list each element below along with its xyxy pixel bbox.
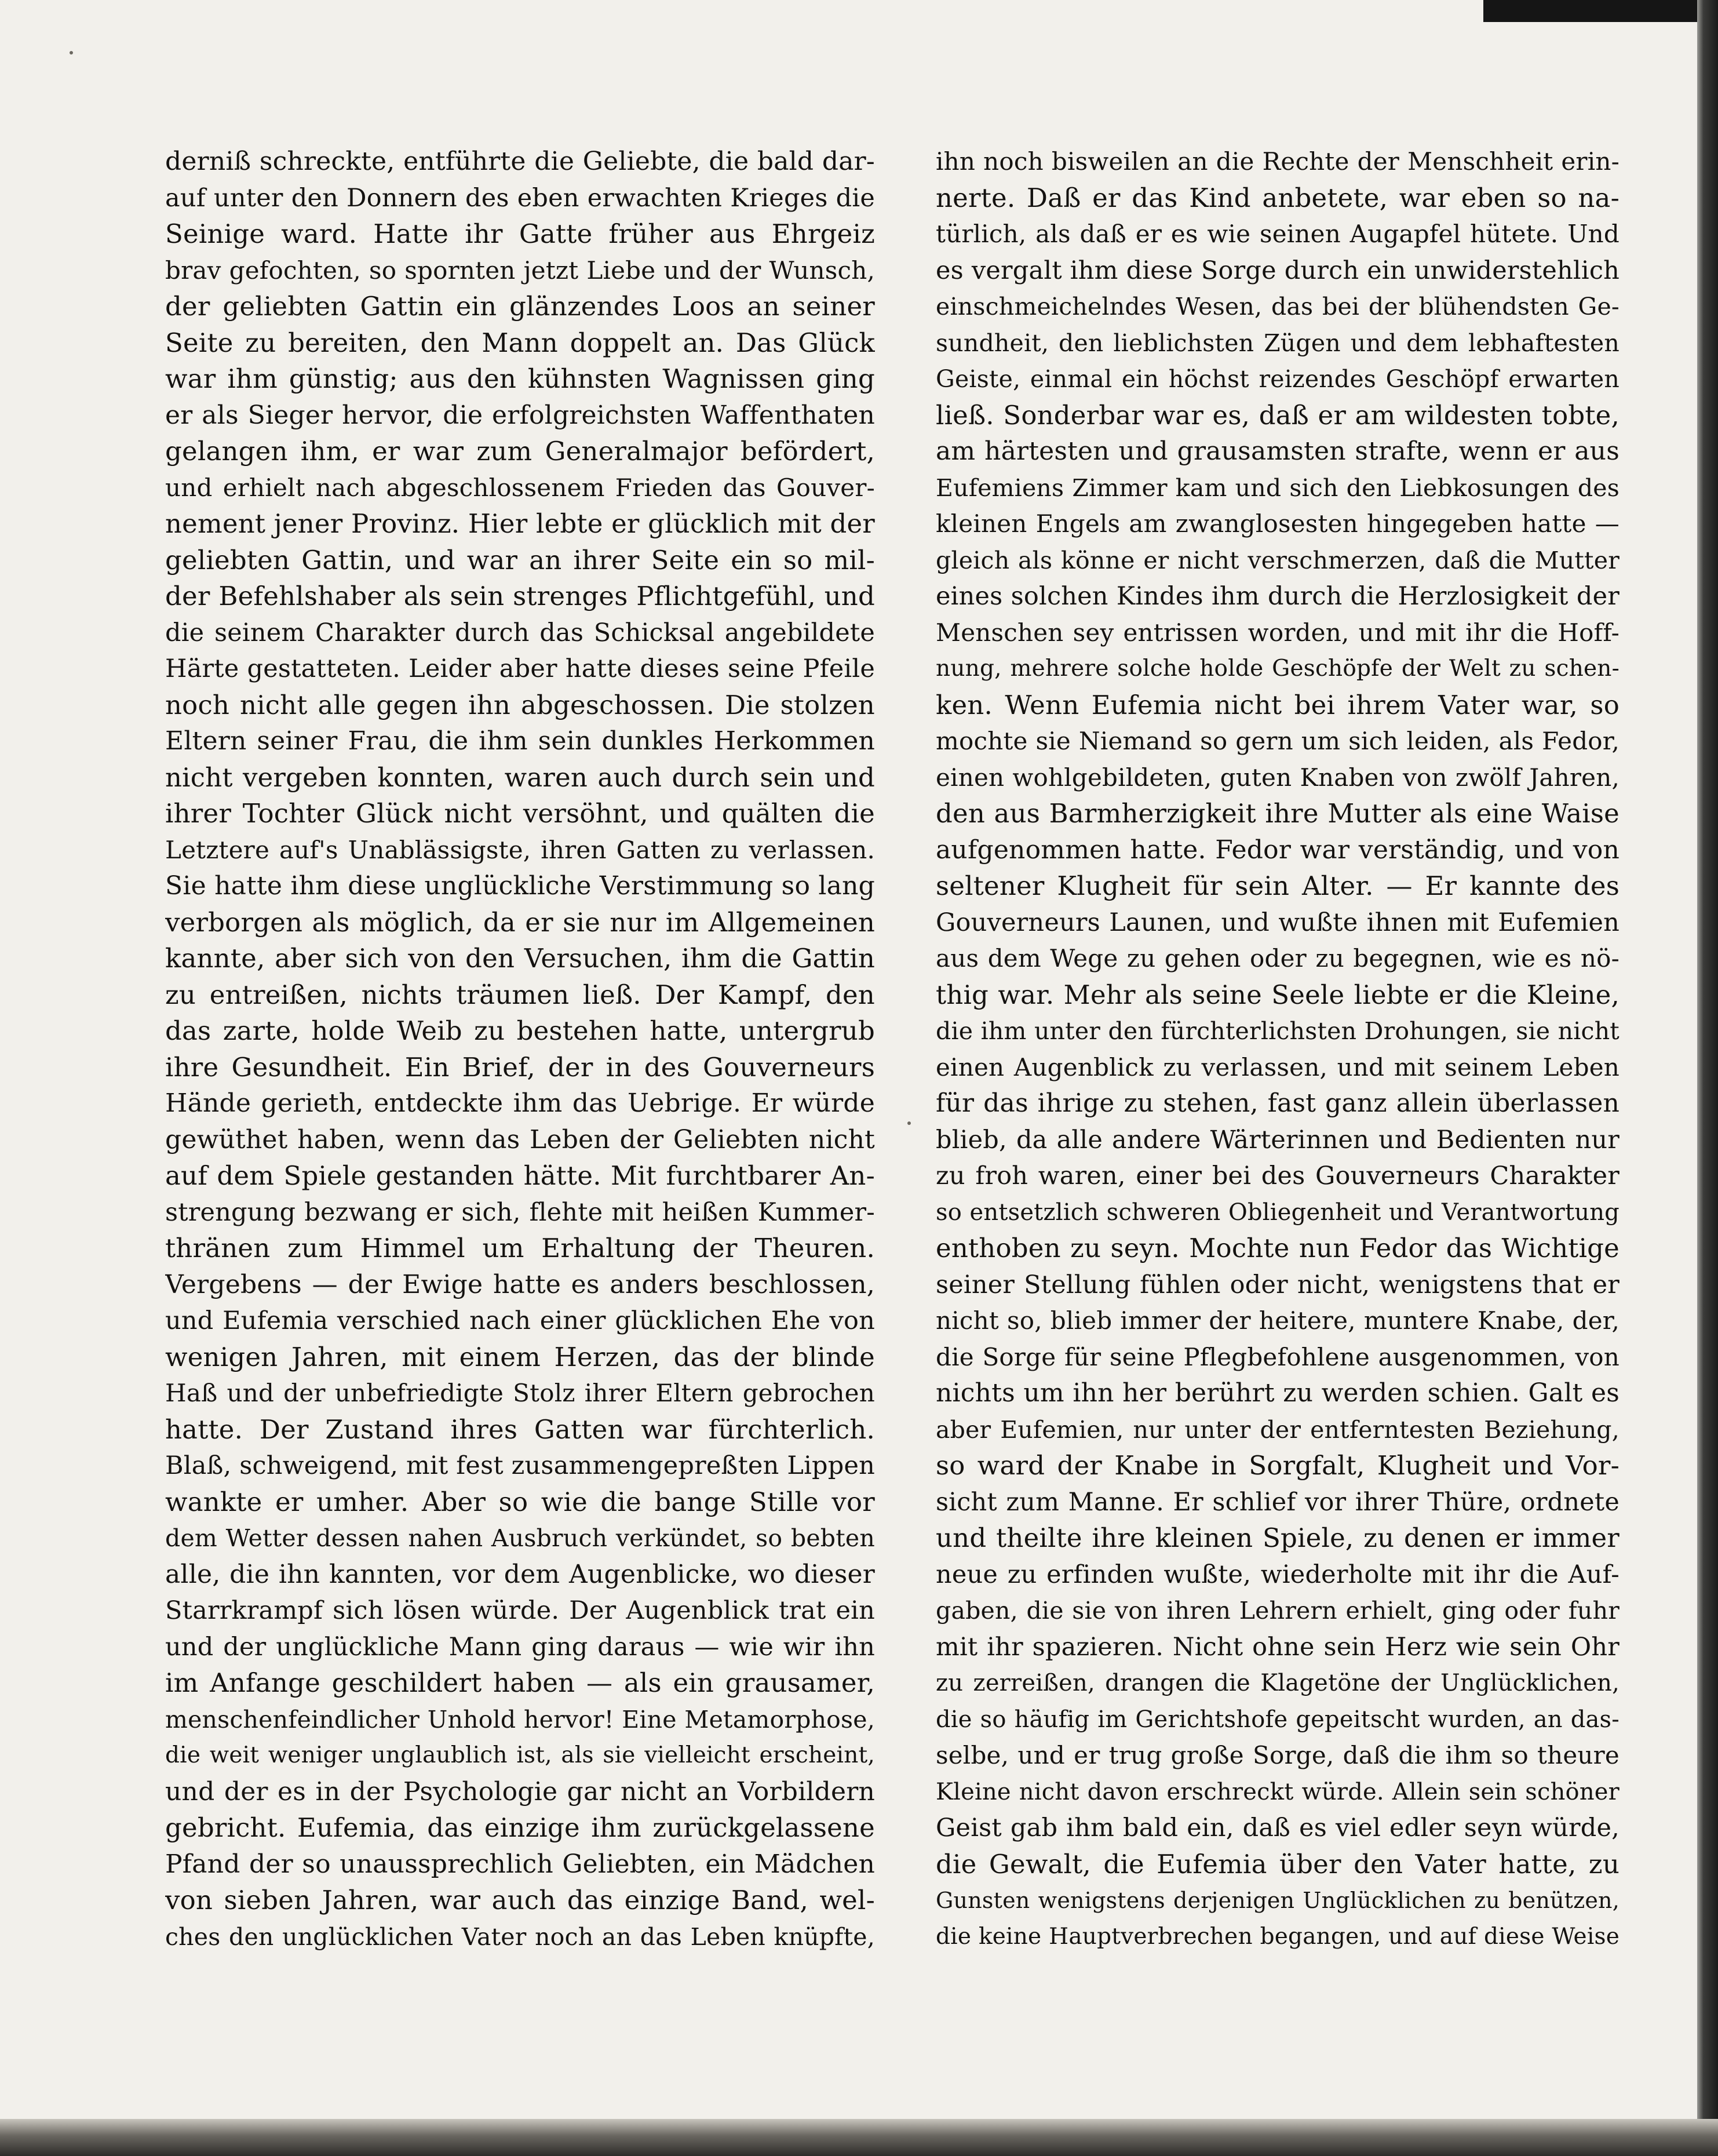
- text-line: Haß und der unbefriedigte Stolz ihrer Eltern gebrochen: [165, 1379, 875, 1407]
- text-line: seltener Klugheit für sein Alter. — Er kannte des: [936, 871, 1619, 901]
- text-line: die seinem Charakter durch das Schicksal angebildete: [165, 618, 875, 647]
- text-line: ihn noch bisweilen an die Rechte der Menschheit erin-: [936, 147, 1619, 176]
- text-line: thig war. Mehr als seine Seele liebte er die Kleine,: [936, 979, 1619, 1010]
- text-line: aufgenommen hatte. Fedor war verständig, und von: [936, 835, 1619, 865]
- text-line: Letztere auf's Unablässigste, ihren Gatten zu verlassen.: [165, 835, 875, 864]
- text-line: war ihm günstig; aus den kühnsten Wagnissen ging: [165, 363, 875, 394]
- text-line: kannte, aber sich von den Versuchen, ihm die Gattin: [165, 943, 875, 974]
- text-line: Pfand der so unaussprechlich Geliebten, ein Mädchen: [165, 1849, 875, 1879]
- page-speck: [70, 51, 73, 54]
- text-line: dem Wetter dessen nahen Ausbruch verkündet, so bebten: [165, 1524, 875, 1552]
- text-line: blieb, da alle andere Wärterinnen und Bedienten nur: [936, 1125, 1619, 1155]
- text-line: wankte er umher. Aber so wie die bange Stille vor: [165, 1486, 875, 1517]
- text-line: gebricht. Eufemia, das einzige ihm zurückgelassene: [165, 1812, 875, 1843]
- text-line: auf unter den Donnern des eben erwachten Krieges die: [165, 183, 875, 213]
- text-line: sicht zum Manne. Er schlief vor ihrer Thüre, ordnete: [936, 1487, 1619, 1517]
- text-line: kleinen Engels am zwanglosesten hingegeben hatte —: [936, 509, 1619, 538]
- text-line: auf dem Spiele gestanden hätte. Mit furchtbarer An-: [165, 1160, 875, 1191]
- text-line: ken. Wenn Eufemia nicht bei ihrem Vater war, so: [936, 689, 1619, 720]
- text-line: verborgen als möglich, da er sie nur im Allgemeinen: [165, 906, 875, 938]
- text-line: nement jener Provinz. Hier lebte er glücklich mit der: [165, 508, 875, 539]
- text-line: gleich als könne er nicht verschmerzen, daß die Mutter: [936, 546, 1619, 574]
- text-line: Kleine nicht davon erschreckt würde. Allein sein schöner: [936, 1778, 1619, 1805]
- text-line: das zarte, holde Weib zu bestehen hatte, untergrub: [165, 1015, 875, 1046]
- text-line: aber Eufemien, nur unter der entferntesten Beziehung,: [936, 1415, 1619, 1444]
- text-line: für das ihrige zu stehen, fast ganz allein überlassen: [936, 1088, 1619, 1118]
- text-line: thränen zum Himmel um Erhaltung der Theuren.: [165, 1233, 875, 1263]
- text-line: er als Sieger hervor, die erfolgreichsten Waffenthaten: [165, 400, 875, 430]
- text-line: einen wohlgebildeten, guten Knaben von zwölf Jahren,: [936, 763, 1619, 792]
- left-text-column: [165, 144, 875, 1998]
- text-line: enthoben zu seyn. Mochte nun Fedor das Wichtige: [936, 1233, 1619, 1263]
- text-line: von sieben Jahren, war auch das einzige Band, wel-: [165, 1885, 875, 1915]
- text-line: und der unglückliche Mann ging daraus — wie wir ihn: [165, 1632, 875, 1662]
- text-line: Vergebens — der Ewige hatte es anders beschlossen,: [165, 1269, 875, 1299]
- text-line: derniß schreckte, entführte die Geliebte, die bald dar-: [165, 147, 875, 176]
- text-line: und theilte ihre kleinen Spiele, zu denen er immer: [936, 1523, 1619, 1553]
- text-line: Hände gerieth, entdeckte ihm das Uebrige. Er würde: [165, 1088, 875, 1118]
- text-line: einen Augenblick zu verlassen, und mit seinem Leben: [936, 1052, 1619, 1081]
- text-line: hatte. Der Zustand ihres Gatten war fürchterlich.: [165, 1414, 875, 1445]
- text-line: aus dem Wege zu gehen oder zu begegnen, wie es nö-: [936, 944, 1619, 973]
- text-line: die keine Hauptverbrechen begangen, und auf diese Weise: [936, 1923, 1619, 1950]
- page-speck: [907, 1121, 911, 1125]
- text-line: die Sorge für seine Pflegbefohlene ausgenommen, von: [936, 1342, 1619, 1371]
- text-line: der Befehlshaber als sein strenges Pflichtgefühl, und: [165, 581, 875, 611]
- text-line: Seite zu bereiten, den Mann doppelt an. Das Glück: [165, 327, 875, 358]
- text-line: die weit weniger unglaublich ist, als sie vielleicht erscheint,: [165, 1742, 875, 1768]
- text-line: und Eufemia verschied nach einer glücklichen Ehe von: [165, 1306, 875, 1335]
- text-line: eines solchen Kindes ihm durch die Herzlosigkeit der: [936, 582, 1619, 611]
- text-line: gewüthet haben, wenn das Leben der Geliebten nicht: [165, 1124, 875, 1155]
- scan-edge-right: [1697, 0, 1718, 2156]
- text-line: Geist gab ihm bald ein, daß es viel edler seyn würde,: [936, 1813, 1619, 1842]
- text-line: ließ. Sonderbar war es, daß er am wildesten tobte,: [936, 399, 1619, 431]
- text-line: selbe, und er trug große Sorge, daß die ihm so theure: [936, 1741, 1619, 1769]
- text-line: und der es in der Psychologie gar nicht an Vorbildern: [165, 1776, 875, 1807]
- text-line: die ihm unter den fürchterlichsten Drohungen, sie nicht: [936, 1017, 1619, 1045]
- text-line: brav gefochten, so spornten jetzt Liebe und der Wunsch,: [165, 256, 875, 285]
- text-line: Geiste, einmal ein höchst reizendes Geschöpf erwarten: [936, 365, 1619, 393]
- text-line: nicht vergeben konnten, waren auch durch sein und: [165, 762, 875, 793]
- text-line: noch nicht alle gegen ihn abgeschossen. Die stolzen: [165, 689, 875, 720]
- text-line: sundheit, den lieblichsten Zügen und dem lebhaftesten: [936, 329, 1619, 357]
- text-line: Sie hatte ihm diese unglückliche Verstimmung so lang: [165, 871, 875, 901]
- text-line: mit ihr spazieren. Nicht ohne sein Herz wie sein Ohr: [936, 1632, 1619, 1662]
- text-line: gelangen ihm, er war zum Generalmajor befördert,: [165, 436, 875, 467]
- text-line: geliebten Gattin, und war an ihrer Seite ein so mil-: [165, 544, 875, 576]
- scan-edge-top: [1483, 0, 1718, 22]
- text-line: und erhielt nach abgeschlossenem Frieden das Gouver-: [165, 473, 875, 502]
- text-line: zu entreißen, nichts träumen ließ. Der Kampf, den: [165, 979, 875, 1010]
- text-line: Gouverneurs Launen, und wußte ihnen mit Eufemien: [936, 908, 1619, 937]
- text-line: nicht so, blieb immer der heitere, muntere Knabe, der,: [936, 1306, 1619, 1335]
- text-line: ches den unglücklichen Vater noch an das Leben knüpfte,: [165, 1922, 875, 1951]
- text-line: nichts um ihn her berührt zu werden schien. Galt es: [936, 1378, 1619, 1408]
- text-line: zu zerreißen, drangen die Klagetöne der Unglücklichen,: [936, 1670, 1619, 1696]
- text-line: wenigen Jahren, mit einem Herzen, das der blinde: [165, 1341, 875, 1372]
- text-line: seiner Stellung fühlen oder nicht, wenigstens that er: [936, 1270, 1619, 1299]
- text-line: so entsetzlich schweren Obliegenheit und Verantwortung: [936, 1199, 1619, 1226]
- text-line: Eufemiens Zimmer kam und sich den Liebkosungen des: [936, 474, 1619, 502]
- text-line: den aus Barmherzigkeit ihre Mutter als eine Waise: [936, 798, 1619, 829]
- text-line: es vergalt ihm diese Sorge durch ein unwiderstehlich: [936, 256, 1619, 285]
- text-line: Härte gestatteten. Leider aber hatte dieses seine Pfeile: [165, 654, 875, 683]
- text-line: die so häufig im Gerichtshofe gepeitscht wurden, an das-: [936, 1706, 1619, 1733]
- text-line: neue zu erfinden wußte, wiederholte mit ihr die Auf-: [936, 1560, 1619, 1589]
- text-line: türlich, als daß er es wie seinen Augapfel hütete. Und: [936, 220, 1619, 248]
- text-line: im Anfange geschildert haben — als ein grausamer,: [165, 1667, 875, 1698]
- text-line: Menschen sey entrissen worden, und mit ihr die Hoff-: [936, 618, 1619, 647]
- text-line: mochte sie Niemand so gern um sich leiden, als Fedor,: [936, 727, 1619, 755]
- text-line: die Gewalt, die Eufemia über den Vater hatte, zu: [936, 1848, 1619, 1880]
- text-line: alle, die ihn kannten, vor dem Augenblicke, wo dieser: [165, 1559, 875, 1589]
- text-line: Gunsten wenigstens derjenigen Unglücklichen zu benützen,: [936, 1888, 1619, 1913]
- right-text-column: [936, 144, 1619, 1998]
- text-line: einschmeichelndes Wesen, das bei der blühendsten Ge-: [936, 293, 1619, 321]
- text-line: Seinige ward. Hatte ihr Gatte früher aus Ehrgeiz: [165, 218, 875, 249]
- text-line: so ward der Knabe in Sorgfalt, Klugheit und Vor-: [936, 1450, 1619, 1481]
- text-line: zu froh waren, einer bei des Gouverneurs Charakter: [936, 1161, 1619, 1190]
- text-line: strengung bezwang er sich, flehte mit heißen Kummer-: [165, 1197, 875, 1227]
- text-line: menschenfeindlicher Unhold hervor! Eine Metamorphose,: [165, 1705, 875, 1733]
- text-line: nerte. Daß er das Kind anbetete, war eben so na-: [936, 182, 1619, 213]
- text-line: Blaß, schweigend, mit fest zusammengepreßten Lippen: [165, 1451, 875, 1480]
- text-line: ihre Gesundheit. Ein Brief, der in des Gouverneurs: [165, 1051, 875, 1083]
- text-line: der geliebten Gattin ein glänzendes Loos an seiner: [165, 291, 875, 322]
- text-line: ihrer Tochter Glück nicht versöhnt, und quälten die: [165, 798, 875, 829]
- text-line: Eltern seiner Frau, die ihm sein dunkles Herkommen: [165, 726, 875, 756]
- text-line: gaben, die sie von ihren Lehrern erhielt, ging oder fuhr: [936, 1597, 1619, 1625]
- text-line: nung, mehrere solche holde Geschöpfe der Welt zu schen-: [936, 655, 1619, 682]
- scan-edge-bottom: [0, 2119, 1718, 2156]
- text-line: am härtesten und grausamsten strafte, wenn er aus: [936, 436, 1619, 466]
- text-line: Starrkrampf sich lösen würde. Der Augenblick trat ein: [165, 1596, 875, 1625]
